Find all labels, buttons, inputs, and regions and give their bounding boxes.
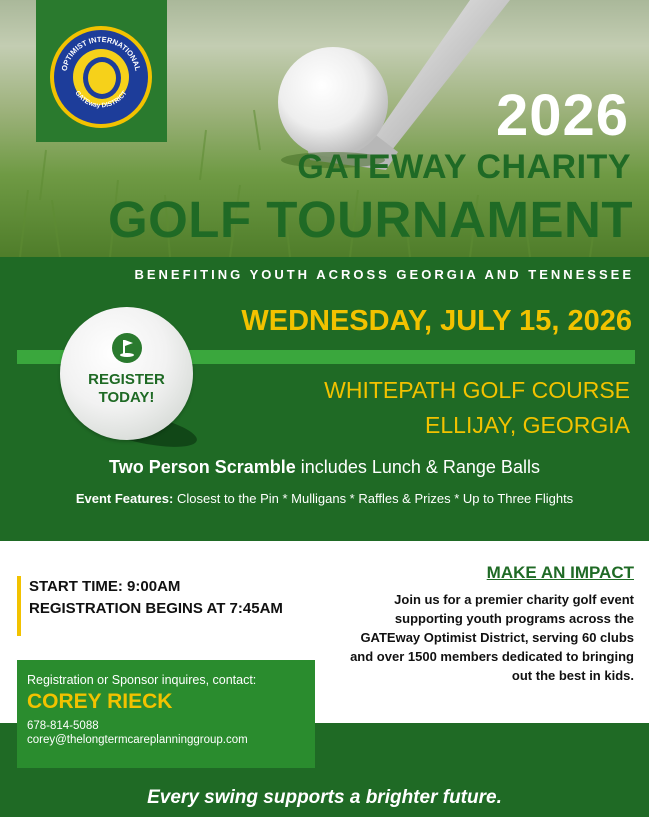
schedule-block	[17, 576, 337, 636]
venue-location: ELLIJAY, GEORGIA	[425, 412, 630, 438]
event-details-band	[0, 257, 649, 541]
hero-banner	[0, 0, 649, 257]
svg-text:OPTIMIST INTERNATIONAL	[60, 35, 143, 72]
impact-heading: MAKE AN IMPACT	[486, 563, 634, 582]
svg-text:GATEway DISTRICT	[73, 90, 128, 110]
contact-box	[17, 660, 315, 768]
title-line-2: GOLF TOURNAMENT	[107, 191, 633, 248]
event-features: Event Features: Closest to the Pin * Mulligans * Raffles & Prizes * Up to Three Flights	[75, 491, 574, 506]
logo-emblem-icon	[50, 26, 152, 128]
start-time: START TIME: 9:00AM	[29, 578, 181, 595]
venue-name: WHITEPATH GOLF COURSE	[324, 377, 630, 403]
golf-flag-icon	[112, 333, 142, 363]
contact-phone[interactable]: 678-814-5088	[27, 720, 99, 732]
event-year: 2026	[495, 83, 629, 148]
event-date: WEDNESDAY, JULY 15, 2026	[241, 305, 632, 337]
title-line-1: GATEWAY CHARITY	[297, 148, 631, 186]
register-today-button[interactable]	[60, 307, 193, 440]
logo-top-text: OPTIMIST INTERNATIONAL	[59, 34, 143, 72]
registration-time: REGISTRATION BEGINS AT 7:45AM	[29, 600, 283, 617]
tagline: Every swing supports a brighter future.	[147, 787, 502, 808]
register-today-label: REGISTER TODAY!	[88, 371, 165, 406]
contact-email[interactable]: corey@thelongtermcareplanninggroup.com	[27, 734, 248, 746]
impact-description: Join us for a premier charity golf event supporting youth programs across the GATEway Optimist District, serving 60 clubs and over 1500 members dedicated to bringing out the best in kids.	[350, 592, 634, 683]
benefit-statement: BENEFITING YOUTH ACROSS GEORGIA AND TENNESSEE	[134, 267, 634, 282]
contact-label: Registration or Sponsor inquires, contact:	[27, 673, 257, 687]
format-info: Two Person Scramble includes Lunch & Range Balls	[109, 457, 540, 477]
contact-name: COREY RIECK	[27, 690, 173, 713]
optimist-logo	[36, 0, 167, 142]
logo-bottom-text: GATEway DISTRICT	[73, 89, 129, 110]
